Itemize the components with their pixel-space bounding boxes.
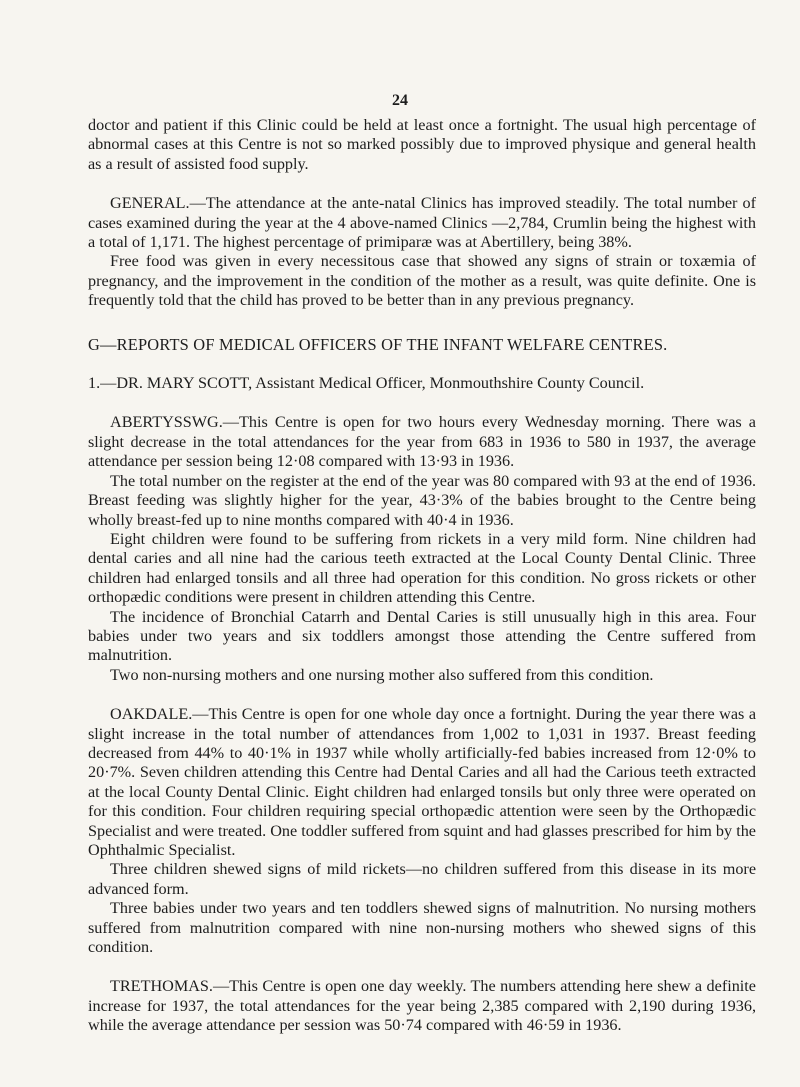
abertysswg-paragraph-4: The incidence of Bronchial Catarrh and Dental Caries is still unusually high in this area. Four babies under two years and six toddlers amongst those attending the Centre suffered from malnutrition. [88,607,756,665]
abertysswg-paragraph-2: The total number on the register at the end of the year was 80 compared with 93 at the end of 1936. Breast feeding was slightly higher for the year, 43·3% of the babies brought to the Centre being wholly breast-fed up to nine months compared with 40·4 in 1936. [88,471,756,529]
intro-paragraph: doctor and patient if this Clinic could be held at least once a fortnight. The usual high percentage of abnormal cases at this Centre is not so marked possibly due to improved physique and general health as a result of assisted food supply. [88,116,756,173]
oakdale-paragraph-2: Three children shewed signs of mild rickets—no children suffered from this disease in its more advanced form. [88,860,756,898]
page-content [88,116,756,1036]
trethomas-paragraph-1: TRETHOMAS.—This Centre is open one day weekly. The numbers attending here shew a definite increase for 1937, the total attendances for the year being 2,385 compared with 2,190 during 1936, while the average attendance per session was 50·74 compared with 46·59 in 1936. [88,977,756,1035]
oakdale-paragraph-3: Three babies under two years and ten toddlers shewed signs of malnutrition. No nursing mothers suffered from malnutrition compared with nine non-nursing mothers who shewed signs of this condition. [88,899,756,957]
abertysswg-paragraph-5: Two non-nursing mothers and one nursing mother also suffered from this condition. [110,665,654,684]
abertysswg-paragraph-3: Eight children were found to be suffering from rickets in a very mild form. Nine children had dental caries and all nine had the carious teeth extracted at the Local County Dental Clinic. Three children had enlarged tonsils and all three had operation for this condition. No gross rickets or other orthopædic conditions were present in children attending this Centre. [88,529,756,607]
abertysswg-paragraph-1: ABERTYSSWG.—This Centre is open for two hours every Wednesday morning. There was a slight decrease in the total attendances for the year from 683 in 1936 to 580 in 1937, the average attendance per session being 12·08 compared with 13·93 in 1936. [88,413,756,471]
oakdale-paragraph-1: OAKDALE.—This Centre is open for one whole day once a fortnight. During the year there was a slight increase in the total number of attendances from 1,002 to 1,031 in 1937. Breast feeding decreased from 44% to 40·1% in 1937 while wholly artificially-fed babies increased from 12·0% to 20·7%. Seven children attending this Centre had Dental Caries and all had the Carious teeth extracted at the local County Dental Clinic. Eight children had enlarged tonsils but only three were operated on for this condition. Four children requiring special orthopædic attention were seen by the Orthopædic Specialist and were treated. One toddler suffered from squint and had glasses prescribed for him by the Ophthalmic Specialist. [88,705,756,859]
officer-heading: 1.—DR. MARY SCOTT, Assistant Medical Officer, Monmouthshire County Council. [88,374,645,393]
page-number: 24 [392,92,408,109]
section-heading: G—REPORTS OF MEDICAL OFFICERS OF THE INFANT WELFARE CENTRES. [88,334,668,354]
general-paragraph-1: GENERAL.—The attendance at the ante-natal Clinics has improved steadily. The total number of cases examined during the year at the 4 above-named Clinics —2,784, Crumlin being the highest with a total of 1,171. The highest percentage of primiparæ was at Abertillery, being 38%. [88,194,756,252]
general-paragraph-2: Free food was given in every necessitous case that showed any signs of strain or toxæmia of pregnancy, and the improvement in the condition of the mother as a result, was quite definite. One is frequently told that the child has proved to be better than in any previous pregnancy. [88,252,756,310]
